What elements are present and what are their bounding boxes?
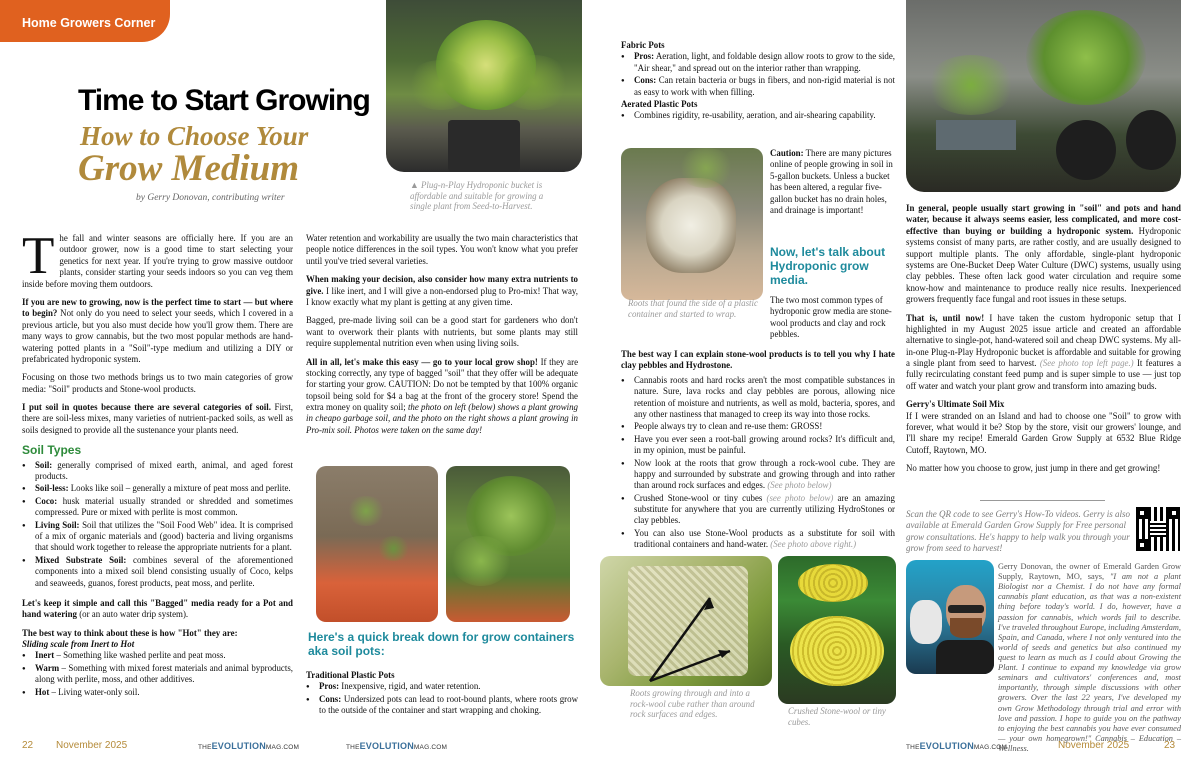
paragraph: When making your decision, also consider how many extra nutrients to give. I like inert, and I will give a non-endorsed plug to Pro-mix! That way, I know exactly what my plant is getting at any given time. xyxy=(306,274,578,307)
column-1 xyxy=(22,227,294,699)
headline-subtitle-2: Grow Medium xyxy=(78,148,300,189)
bullet-item: ● Combines rigidity, re-usability, aeration, and air-shearing capability. xyxy=(621,110,895,121)
grow-tent-photo xyxy=(906,0,1181,192)
stone-wool-heading: The best way I can explain stone-wool products is to tell you why I hate clay pebbles and Hydrostone. xyxy=(621,349,895,371)
byline: by Gerry Donovan, contributing writer xyxy=(136,193,285,203)
plastic-pots-heading: Traditional Plastic Pots xyxy=(306,670,395,680)
caution-note: Caution: There are many pictures online of people growing in soil in 5-gallon buckets. Unless a bucket has been altered, a regular five-gallon bucket has no drain holes, and drainage is important! xyxy=(770,148,893,215)
promix-soil-photo xyxy=(446,466,570,622)
bullet-item: ● Coco: husk material usually stranded or shredded and sometimes compressed. Pure or mixed with perlite is most common. xyxy=(22,496,293,519)
fabric-pots-heading: Fabric Pots xyxy=(621,40,665,50)
page-number-left: 22 xyxy=(22,740,34,751)
roots-container-caption: Roots that found the side of a plastic container and started to wrap. xyxy=(628,298,758,319)
bullet-item: ● Warm – Something with mixed forest materials and animal byproducts, along with perlite, moss, and other additives. xyxy=(22,663,293,686)
cheap-soil-photo xyxy=(316,466,438,622)
qr-code[interactable] xyxy=(1136,507,1180,551)
bullet-item: ● Pros: Aeration, light, and foldable design allow roots to grow to the side, "Air shear," and spread out on the interior rather than wrapping. xyxy=(621,51,895,74)
hot-scale: Sliding scale from Inert to Hot xyxy=(22,639,135,650)
hydro-heading: Now, let's talk about Hydroponic grow media. xyxy=(770,245,886,287)
author-bio: Gerry Donovan, the owner of Emerald Garden Grow Supply, Raytown, MO, says, "I am not a plant Biologist nor a Chemist. I do not have any formal cannabis plant education, as that was a non-existent thing before today's world. I do, however, have a passion for cannabis, which words fail to describe. I've traveled throughout Europe, including Amsterdam, Spain, and Canada, where I not only ventured into the world of seeds and genetics but also continued my quest to learn as much as I could about Growing the Plant. I continue to expand my knowledge via grow seminars and cultivators' conferences and, most importantly, through simple discussions with other growers. Over the last 22 years, I've developed my own Grow Methodology through trial and error with love and passion. I hope to guide you on the pathway to enjoying the best cannabis you have ever consumed — your own homegrown!" Cannabis – Education – Wellness. xyxy=(998,562,1181,753)
author-photo xyxy=(906,560,994,674)
paragraph: In general, people usually start growing in "soil" and pots and hand water, because it always seems easier, less complicated, and more cost-effective than buying or building a hydroponic system. Hydroponic systems consist of many parts, are rather costly, and are usually designed to support multiple plants. The only affordable, single-plant hydroponic systems are One-Bucket Deep Water Culture (DWC) systems, usually using clay pebbles. These often lack good water circulation and require some know-how and maintenance to produce really nice results. Inexperienced growers frequently face fungal and root issues in these setups. xyxy=(906,203,1181,305)
paragraph: No matter how you choose to grow, just jump in there and get growing! xyxy=(906,463,1161,474)
qr-text: Scan the QR code to see Gerry's How-To videos. Gerry is also available at Emerald Garden Grow Supply for Free personal grow consultations. He's happy to help walk you through your grow from seed to harvest! xyxy=(906,509,1131,553)
paragraph: Water retention and workability are usually the two main characteristics that people notice differences in the soil types. You won't know what you prefer until you've tried several varieties. xyxy=(306,233,578,266)
column-3-top xyxy=(621,40,895,123)
column-2-bottom xyxy=(306,670,578,718)
bullet-item: ● Cannabis roots and hard rocks aren't the most compatible substances in nature. Sure, lava rocks and clay pebbles are porous, allowing nice retention of moisture and nutrients, as well as mold, bacteria, spores, and any other nastiness that managed to creep its way into those rocks. xyxy=(621,375,895,421)
bullet-item: ● Soil-less: Looks like soil – generally a mixture of peat moss and perlite. xyxy=(22,483,293,494)
bullet-item: ● Inert – Something like washed perlite and peat moss. xyxy=(22,650,293,661)
magazine-logo[interactable]: THEEVOLUTIONMAG.COM xyxy=(906,741,1008,751)
paragraph: I put soil in quotes because there are several categories of soil. First, there are soil-less mixes, many varieties of nutrient-packed soils, as well as soils designed to provide all the sustenance your plants need. xyxy=(22,402,294,435)
intro-paragraph: The fall and winter seasons are officially here. If you are an outdoor grower, now is a good time to start selecting your genetics for next year. If you're trying to grow massive outdoor plants, consider starting your seeds indoors so you can veg them inside before moving them outdoors. xyxy=(22,227,293,289)
bullet-item: ● Now look at the roots that grow through a rock-wool cube. They are happy and surrounded by substrate and growing through and into rather than around rock surfaces and edges. (See photo below) xyxy=(621,458,895,492)
bullet-item: ● Cons: Undersized pots can lead to root-bound plants, where roots grow to the outside of the container and start wrapping and choking. xyxy=(306,694,578,717)
paragraph: Bagged, pre-made living soil can be a good start for gardeners who don't want to overwork their plants with nutrients, but some plants may still require supplemental nutrition even when using living soils. xyxy=(306,315,578,349)
soil-types-heading: Soil Types xyxy=(22,443,82,458)
magazine-logo[interactable]: THEEVOLUTIONMAG.COM xyxy=(346,741,448,751)
section-tab-label: Home Growers Corner xyxy=(22,16,156,30)
paragraph: If I were stranded on an Island and had to choose one "Soil" to grow with forever, what would it be? Stop by the store, visit our growers' lounge, and I'll share my recipe! Emerald Garden Grow Supply at 6532 Blue Ridge Cutoff, Raytown, MO. xyxy=(906,410,1181,455)
issue-date-right: November 2025 xyxy=(1058,740,1130,751)
crushed-stonewool-photo xyxy=(778,556,896,704)
headline-title: Time to Start Growing xyxy=(78,84,370,117)
bullet-item: ● Soil: generally comprised of mixed earth, animal, and aged forest products. xyxy=(22,460,293,483)
headline-subtitle-1: How to Choose Your xyxy=(80,121,309,151)
page-number-right: 23 xyxy=(1164,740,1176,751)
bullet-item: ● Mixed Substrate Soil: combines several of the aforementioned components into a mixed soil blend consisting usually of Coco, kelps and seaweeds, guanos, forest products, peat moss, and perlite. xyxy=(22,555,293,589)
hydro-paragraph: The two most common types of hydroponic grow media are stone-wool products and clay and rock pebbles. xyxy=(770,295,892,340)
bullet-item: ● Cons: Can retain bacteria or bugs in fibers, and non-rigid material is not as easy to work with when filling. xyxy=(621,75,895,98)
issue-date-left: November 2025 xyxy=(56,740,128,751)
paragraph: Let's keep it simple and call this "Bagged" media ready for a Pot and hand watering (or an auto water drip system). xyxy=(22,597,293,620)
roots-container-photo xyxy=(621,148,763,300)
aerated-pots-heading: Aerated Plastic Pots xyxy=(621,98,698,109)
ultimate-mix-heading: Gerry's Ultimate Soil Mix xyxy=(906,399,1005,410)
paragraph: Focusing on those two methods brings us to two main categories of grow media: "Soil" products and Stone-wool products. xyxy=(22,372,293,394)
bucket-photo-caption: ▲ Plug-n-Play Hydroponic bucket is affordable and suitable for growing a single plant from Seed-to-Harvest. xyxy=(410,180,544,212)
bullet-item: ● You can also use Stone-Wool products as a substitute for soil with traditional containers and hand-water. (See photo above right.) xyxy=(621,528,895,551)
paragraph: All in all, let's make this easy — go to your local grow shop! If they are stocking correctly, any type of bagged "soil" that they offer will be adequate for starting your grow. CAUTION: Do not be tempted by that 100% organic topsoil being sold for $4 a bag at the front of the grocery store! Spend the extra money on quality soil; the photo on left (below) shows a plant growing in cheapo garbage soil, and the photo on the right shows a plant growing in Pro-mix soil. Photos were taken on the same day! xyxy=(306,356,579,435)
bullet-item: ● Pros: Inexpensive, rigid, and water retention. xyxy=(306,681,578,692)
hot-heading: The best way to think about these is how "Hot" they are: xyxy=(22,627,238,638)
bullet-item: ● People always try to clean and re-use them: GROSS! xyxy=(621,421,895,432)
paragraph: If you are new to growing, now is the perfect time to start — but where to begin? Not only do you need to select your seeds, which I covered in a previous article, but you also must decide how you'll grow them. There are many ways to grow cannabis, but the two most popular methods are hand-watering potted plants in a "Soil"-type medium and utilizing a DIY or prefabricated hydroponic system. xyxy=(22,296,294,364)
bucket-plant-photo xyxy=(386,0,582,172)
rockwool-cube-photo xyxy=(600,556,772,686)
bullet-item: ● Have you ever seen a root-ball growing around rocks? It's difficult and, in my opinion, must be painful. xyxy=(621,434,895,457)
bullet-item: ● Living Soil: Soil that utilizes the "Soil Food Web" idea. It is comprised of a mix of organic materials and (good) bacteria and living organisms that should work together to release the appropriate nutrients for a plant. xyxy=(22,520,293,554)
magazine-logo[interactable]: THEEVOLUTIONMAG.COM xyxy=(198,741,300,751)
drop-cap: T xyxy=(22,227,55,285)
crushed-stonewool-caption: Crushed Stone-wool or tiny cubes. xyxy=(788,706,886,727)
bullet-item: ● Crushed Stone-wool or tiny cubes (see photo below) are an amazing substitute for anywhere that you are currently utilizing HydroStones or clay pebbles. xyxy=(621,493,895,527)
arrow-lines xyxy=(600,556,772,686)
paragraph: That is, until now! I have taken the custom hydroponic setup that I highlighted in my August 2025 issue article and created an affordable alternative to single-pot, hand-watered soil and cheap DWC systems. My all-in-one Plug-n-Play Hydroponic bucket is affordable and suitable for growing a single plant from seed to harvest. (See photo top left page.) It features a fully recirculating constant feed pump and is super simple to use — just top off water and watch your plant grow and transform into amazing buds. xyxy=(906,312,1182,391)
breakdown-heading: Here's a quick break down for grow containers aka soil pots: xyxy=(308,630,575,659)
column-2 xyxy=(306,233,578,443)
divider xyxy=(980,500,1105,501)
column-3-bottom xyxy=(621,349,895,552)
bullet-item: ● Hot – Living water-only soil. xyxy=(22,687,293,698)
rockwool-cube-caption: Roots growing through and into a rock-wool cube rather than around rock surfaces and edges. xyxy=(630,688,755,720)
column-4 xyxy=(906,203,1181,482)
